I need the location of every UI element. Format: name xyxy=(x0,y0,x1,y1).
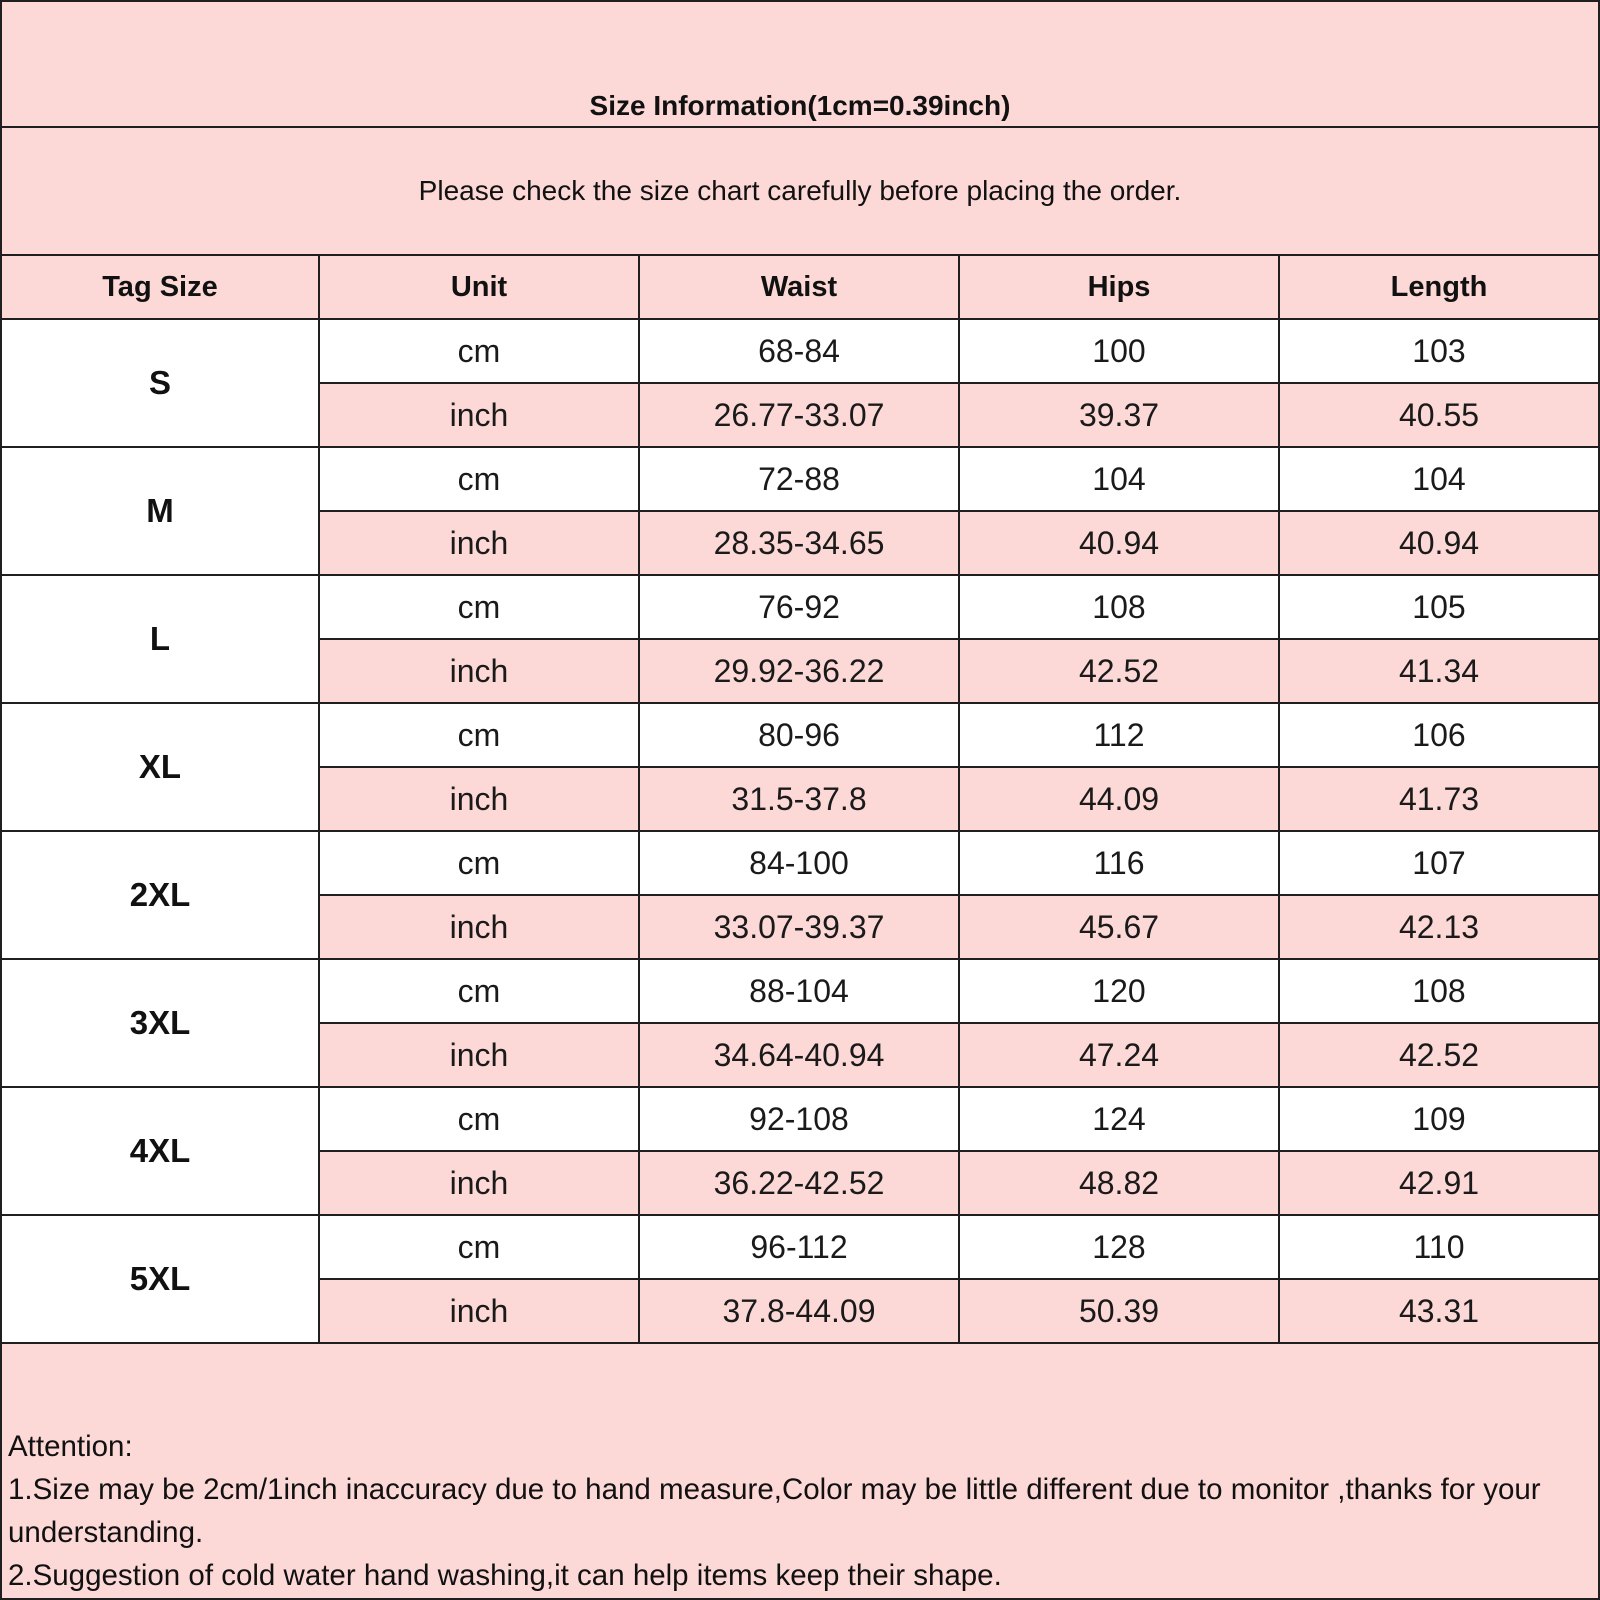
hips-cell: 47.24 xyxy=(960,1024,1280,1088)
chart-title: Size Information(1cm=0.39inch) xyxy=(0,0,1600,128)
tag-size-cell: 5XL xyxy=(0,1216,320,1344)
header-unit: Unit xyxy=(320,256,640,320)
attention-note xyxy=(0,1344,1600,1600)
tag-size-cell: XL xyxy=(0,704,320,832)
length-cell: 107 xyxy=(1280,832,1600,896)
header-length: Length xyxy=(1280,256,1600,320)
unit-cell: inch xyxy=(320,640,640,704)
length-cell: 42.52 xyxy=(1280,1024,1600,1088)
tag-size-cell: 4XL xyxy=(0,1088,320,1216)
tag-size-cell: S xyxy=(0,320,320,448)
length-cell: 109 xyxy=(1280,1088,1600,1152)
unit-cell: cm xyxy=(320,1216,640,1280)
waist-cell: 76-92 xyxy=(640,576,960,640)
hips-cell: 112 xyxy=(960,704,1280,768)
unit-cell: inch xyxy=(320,1024,640,1088)
waist-cell: 29.92-36.22 xyxy=(640,640,960,704)
tag-size-cell: M xyxy=(0,448,320,576)
waist-cell: 84-100 xyxy=(640,832,960,896)
hips-cell: 104 xyxy=(960,448,1280,512)
waist-cell: 28.35-34.65 xyxy=(640,512,960,576)
hips-cell: 48.82 xyxy=(960,1152,1280,1216)
hips-cell: 116 xyxy=(960,832,1280,896)
hips-cell: 44.09 xyxy=(960,768,1280,832)
unit-cell: cm xyxy=(320,1088,640,1152)
hips-cell: 108 xyxy=(960,576,1280,640)
header-waist: Waist xyxy=(640,256,960,320)
unit-cell: cm xyxy=(320,832,640,896)
waist-cell: 37.8-44.09 xyxy=(640,1280,960,1344)
hips-cell: 50.39 xyxy=(960,1280,1280,1344)
header-hips: Hips xyxy=(960,256,1280,320)
length-cell: 42.13 xyxy=(1280,896,1600,960)
unit-cell: cm xyxy=(320,576,640,640)
length-cell: 104 xyxy=(1280,448,1600,512)
hips-cell: 100 xyxy=(960,320,1280,384)
hips-cell: 45.67 xyxy=(960,896,1280,960)
hips-cell: 120 xyxy=(960,960,1280,1024)
hips-cell: 124 xyxy=(960,1088,1280,1152)
unit-cell: inch xyxy=(320,896,640,960)
hips-cell: 128 xyxy=(960,1216,1280,1280)
length-cell: 42.91 xyxy=(1280,1152,1600,1216)
length-cell: 41.73 xyxy=(1280,768,1600,832)
unit-cell: cm xyxy=(320,448,640,512)
chart-subtitle: Please check the size chart carefully before placing the order. xyxy=(0,128,1600,256)
unit-cell: cm xyxy=(320,960,640,1024)
waist-cell: 36.22-42.52 xyxy=(640,1152,960,1216)
length-cell: 110 xyxy=(1280,1216,1600,1280)
hips-cell: 39.37 xyxy=(960,384,1280,448)
tag-size-cell: 2XL xyxy=(0,832,320,960)
tag-size-cell: L xyxy=(0,576,320,704)
length-cell: 106 xyxy=(1280,704,1600,768)
header-tag-size: Tag Size xyxy=(0,256,320,320)
waist-cell: 31.5-37.8 xyxy=(640,768,960,832)
waist-cell: 96-112 xyxy=(640,1216,960,1280)
waist-cell: 80-96 xyxy=(640,704,960,768)
attention-note-item: 1.Size may be 2cm/1inch inaccuracy due to hand measure,Color may be little different due to monitor ,thanks for your understanding. xyxy=(8,1473,1541,1549)
unit-cell: inch xyxy=(320,384,640,448)
unit-cell: inch xyxy=(320,512,640,576)
length-cell: 41.34 xyxy=(1280,640,1600,704)
length-cell: 105 xyxy=(1280,576,1600,640)
length-cell: 40.55 xyxy=(1280,384,1600,448)
waist-cell: 26.77-33.07 xyxy=(640,384,960,448)
waist-cell: 72-88 xyxy=(640,448,960,512)
length-cell: 40.94 xyxy=(1280,512,1600,576)
attention-heading: Attention: xyxy=(8,1430,133,1463)
unit-cell: inch xyxy=(320,1152,640,1216)
unit-cell: cm xyxy=(320,320,640,384)
length-cell: 108 xyxy=(1280,960,1600,1024)
length-cell: 103 xyxy=(1280,320,1600,384)
unit-cell: cm xyxy=(320,704,640,768)
length-cell: 43.31 xyxy=(1280,1280,1600,1344)
attention-note-item: 2.Suggestion of cold water hand washing,it can help items keep their shape. xyxy=(8,1559,1002,1592)
waist-cell: 34.64-40.94 xyxy=(640,1024,960,1088)
hips-cell: 42.52 xyxy=(960,640,1280,704)
waist-cell: 92-108 xyxy=(640,1088,960,1152)
hips-cell: 40.94 xyxy=(960,512,1280,576)
waist-cell: 68-84 xyxy=(640,320,960,384)
waist-cell: 88-104 xyxy=(640,960,960,1024)
unit-cell: inch xyxy=(320,768,640,832)
waist-cell: 33.07-39.37 xyxy=(640,896,960,960)
tag-size-cell: 3XL xyxy=(0,960,320,1088)
unit-cell: inch xyxy=(320,1280,640,1344)
